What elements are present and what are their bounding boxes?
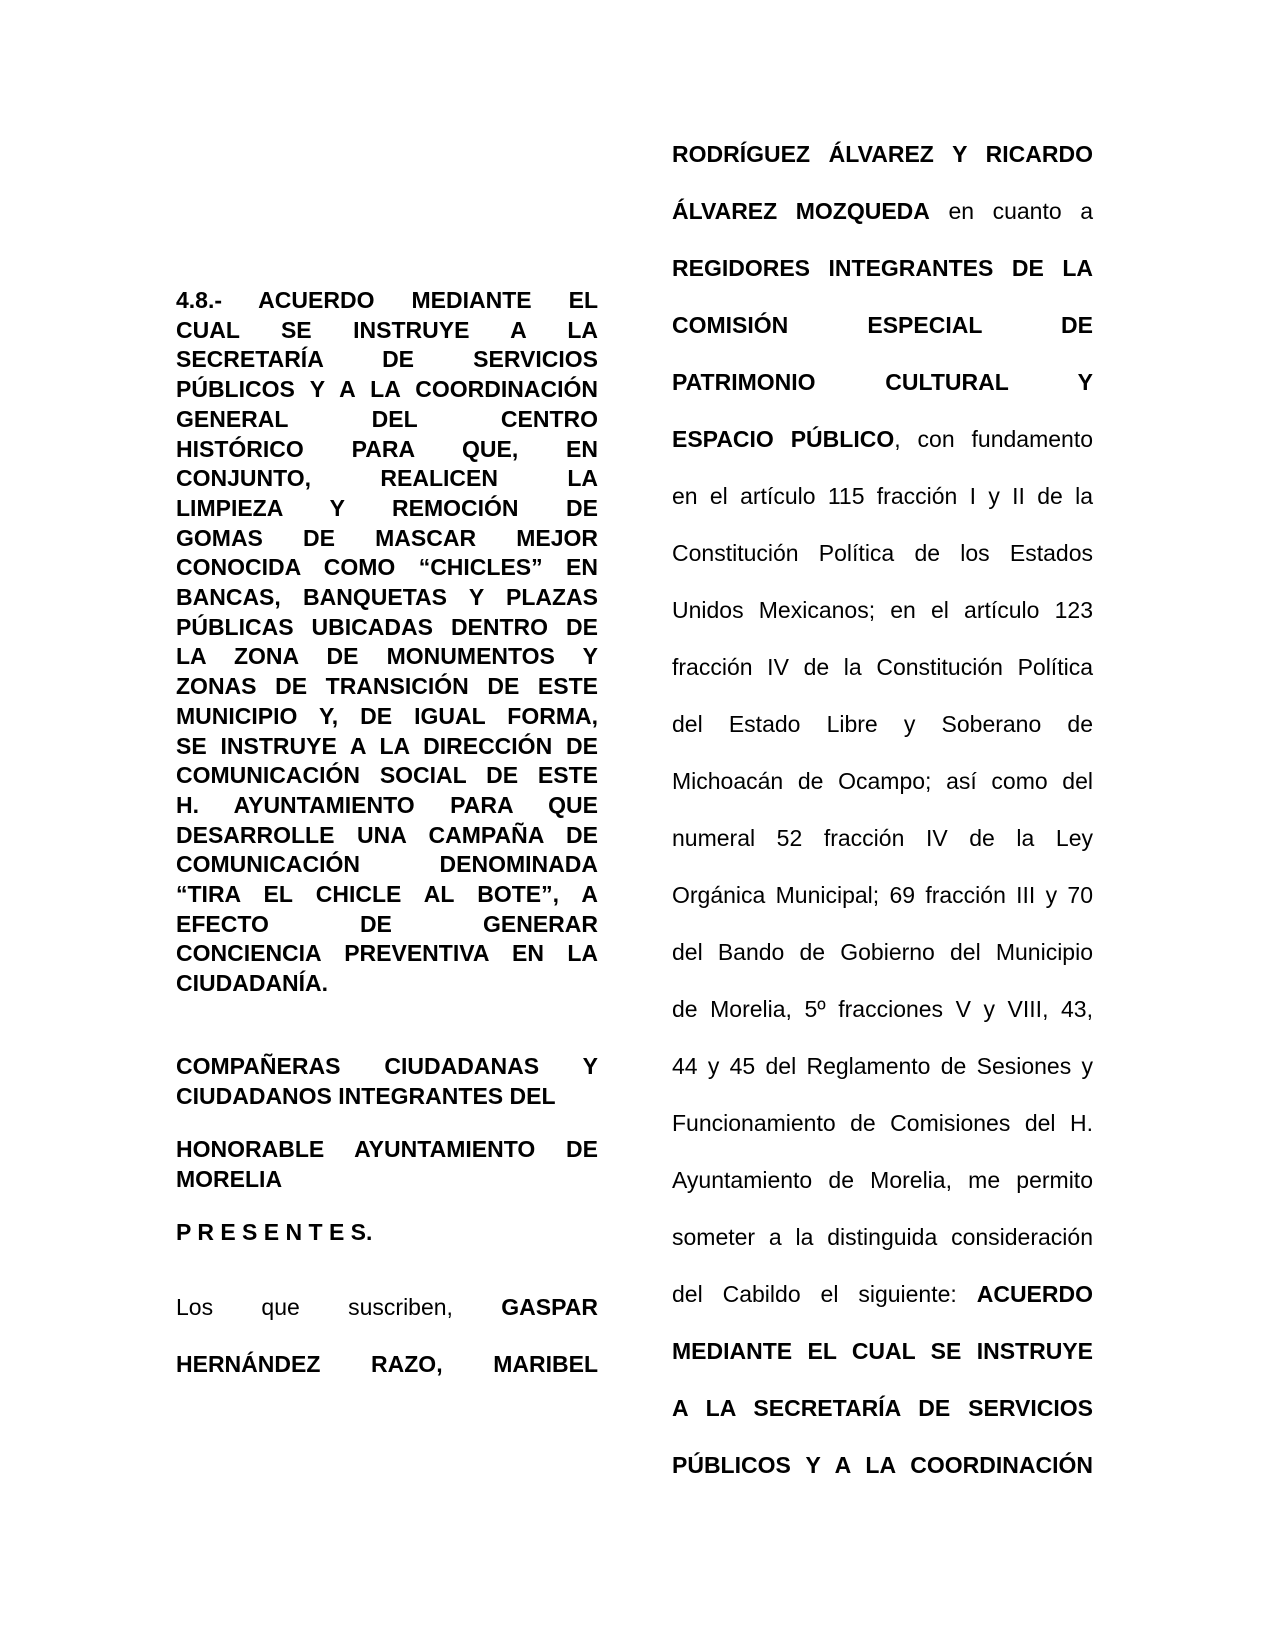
body-line: del Bando de Gobierno del Municipio bbox=[672, 939, 1093, 965]
signer-name: ÁLVAREZ MOZQUEDA bbox=[672, 198, 930, 224]
body-line: Constitución Política de los Estados bbox=[672, 540, 1093, 566]
body-line: Unidos Mexicanos; en el artículo 123 bbox=[672, 597, 1093, 623]
agreement-title-inline: A LA SECRETARÍA DE SERVICIOS bbox=[672, 1395, 1093, 1421]
signer-names: HERNÁNDEZ RAZO, MARIBEL bbox=[176, 1351, 598, 1377]
body-line bbox=[672, 1380, 1093, 1437]
body-line: 44 y 45 del Reglamento de Sesiones y bbox=[672, 1053, 1093, 1079]
body-line bbox=[672, 297, 1093, 354]
signer-names: RODRÍGUEZ ÁLVAREZ Y RICARDO bbox=[672, 141, 1093, 167]
agreement-title bbox=[176, 286, 598, 999]
signer-name: GASPAR bbox=[501, 1294, 598, 1320]
title-line: LA ZONA DE MONUMENTOS Y bbox=[176, 643, 598, 670]
title-line: HISTÓRICO PARA QUE, EN bbox=[176, 435, 598, 462]
title-line: “TIRA EL CHICLE AL BOTE”, A bbox=[176, 881, 598, 908]
body-line: Funcionamiento de Comisiones del H. bbox=[672, 1110, 1093, 1136]
intro-paragraph bbox=[176, 1279, 598, 1393]
commission-name: REGIDORES INTEGRANTES DE LA bbox=[672, 255, 1093, 281]
body-line: fracción IV de la Constitución Política bbox=[672, 654, 1093, 680]
body-line bbox=[672, 1323, 1093, 1380]
body-line: numeral 52 fracción IV de la Ley bbox=[672, 825, 1093, 851]
title-line: EFECTO DE GENERAR bbox=[176, 910, 598, 937]
body-line: Michoacán de Ocampo; así como del bbox=[672, 768, 1093, 794]
title-line: DESARROLLE UNA CAMPAÑA DE bbox=[176, 821, 598, 848]
title-line: GOMAS DE MASCAR MEJOR bbox=[176, 524, 598, 551]
presentes-heading bbox=[176, 1218, 598, 1248]
agreement-title-inline: MEDIANTE EL CUAL SE INSTRUYE bbox=[672, 1338, 1093, 1364]
body-line: Orgánica Municipal; 69 fracción III y 70 bbox=[672, 882, 1093, 908]
title-line: BANCAS, BANQUETAS Y PLAZAS bbox=[176, 584, 598, 611]
body-line: en el artículo 115 fracción I y II de la bbox=[672, 483, 1093, 509]
title-line: LIMPIEZA Y REMOCIÓN DE bbox=[176, 494, 598, 521]
title-line: CONCIENCIA PREVENTIVA EN LA bbox=[176, 940, 598, 967]
intro-text: Los que suscriben, bbox=[176, 1294, 453, 1320]
intro-line bbox=[176, 1279, 598, 1336]
addressee-block bbox=[176, 1135, 598, 1194]
salutation-line: COMPAÑERAS CIUDADANAS Y bbox=[176, 1053, 598, 1079]
title-line: GENERAL DEL CENTRO bbox=[176, 405, 598, 432]
body-line: del Estado Libre y Soberano de bbox=[672, 711, 1093, 737]
addressee-line: MORELIA bbox=[176, 1165, 283, 1192]
body-line bbox=[672, 183, 1093, 240]
body-line bbox=[672, 126, 1093, 183]
body-line: Ayuntamiento de Morelia, me permito bbox=[672, 1167, 1093, 1193]
salutation-block bbox=[176, 1052, 598, 1111]
salutation-line: CIUDADANOS INTEGRANTES DEL bbox=[176, 1082, 556, 1109]
title-line: ZONAS DE TRANSICIÓN DE ESTE bbox=[176, 673, 598, 700]
body-line bbox=[672, 411, 1093, 468]
title-line: CUAL SE INSTRUYE A LA bbox=[176, 316, 598, 343]
body-text: del Cabildo el siguiente: bbox=[672, 1281, 977, 1307]
body-paragraph bbox=[672, 126, 1093, 1494]
body-line bbox=[672, 1266, 1093, 1323]
title-line: SE INSTRUYE A LA DIRECCIÓN DE bbox=[176, 732, 598, 759]
title-line: PÚBLICAS UBICADAS DENTRO DE bbox=[176, 613, 598, 640]
commission-name: PATRIMONIO CULTURAL Y bbox=[672, 369, 1093, 395]
title-line: COMUNICACIÓN DENOMINADA bbox=[176, 851, 598, 878]
body-line: de Morelia, 5º fracciones V y VIII, 43, bbox=[672, 996, 1093, 1022]
title-line: PÚBLICOS Y A LA COORDINACIÓN bbox=[176, 376, 598, 403]
body-line bbox=[672, 240, 1093, 297]
title-line: SECRETARÍA DE SERVICIOS bbox=[176, 346, 598, 373]
title-line: MUNICIPIO Y, DE IGUAL FORMA, bbox=[176, 702, 598, 729]
title-line: H. AYUNTAMIENTO PARA QUE bbox=[176, 791, 598, 818]
title-line: COMUNICACIÓN SOCIAL DE ESTE bbox=[176, 762, 598, 789]
title-line: CIUDADANÍA. bbox=[176, 970, 329, 997]
body-line bbox=[672, 354, 1093, 411]
agreement-title-inline: PÚBLICOS Y A LA COORDINACIÓN bbox=[672, 1452, 1093, 1478]
presentes-text: P R E S E N T E S. bbox=[176, 1219, 373, 1245]
commission-name: ESPACIO PÚBLICO bbox=[672, 426, 895, 452]
body-line: someter a la distinguida consideración bbox=[672, 1224, 1093, 1250]
title-line: CONJUNTO, REALICEN LA bbox=[176, 465, 598, 492]
commission-name: COMISIÓN ESPECIAL DE bbox=[672, 312, 1093, 338]
agreement-title-inline: ACUERDO bbox=[976, 1281, 1093, 1307]
body-text: en cuanto a bbox=[929, 198, 1093, 224]
body-line bbox=[672, 1437, 1093, 1494]
addressee-line: HONORABLE AYUNTAMIENTO DE bbox=[176, 1136, 598, 1162]
body-text: , con fundamento bbox=[894, 426, 1093, 452]
title-line: CONOCIDA COMO “CHICLES” EN bbox=[176, 554, 598, 581]
title-line: 4.8.- ACUERDO MEDIANTE EL bbox=[176, 287, 598, 313]
intro-line bbox=[176, 1336, 598, 1393]
